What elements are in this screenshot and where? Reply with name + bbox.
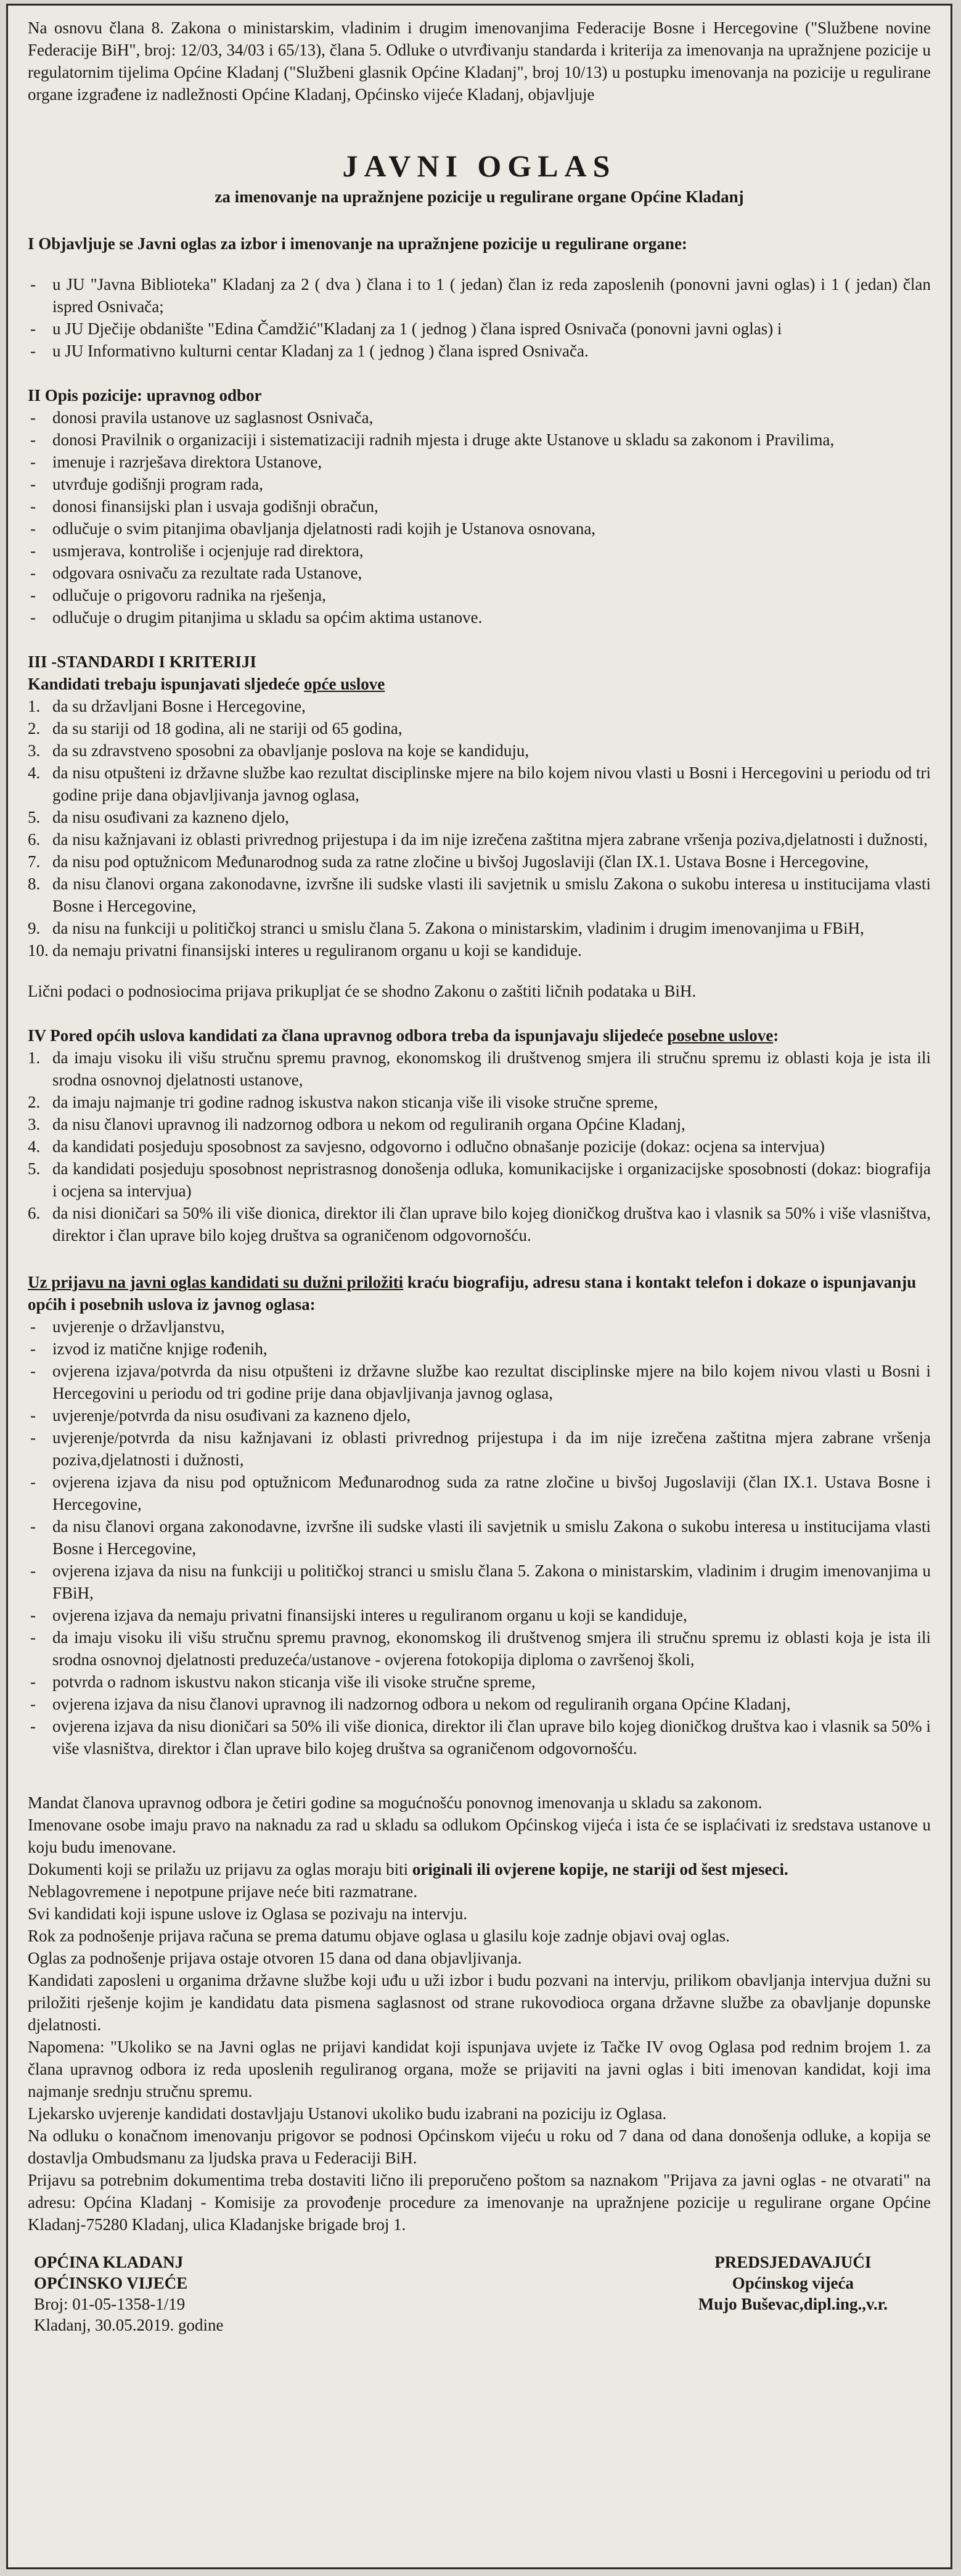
- signature-block: [28, 2252, 931, 2381]
- document-title: JAVNI OGLAS: [342, 149, 616, 183]
- paragraph: Neblagovremene i nepotpune prijave neće biti razmatrane.: [28, 1882, 417, 1901]
- documents-heading: [28, 1271, 931, 1315]
- paragraph: Prijavu sa potrebnim dokumentima treba dostaviti lično ili preporučeno poštom sa naznakom "Prijava za javni oglas - ne otvarati" na adresu: Općina Kladanj - Komisije za provođenje procedure za imenovanje na upražnjene pozicije u regulirane organe Općine Kladanj-75280 Kladanj, ulica Kladanjske brigade broj 1.: [28, 2171, 931, 2234]
- section-4: [28, 1024, 931, 1246]
- issuer-block: [34, 2252, 223, 2335]
- list-item: - donosi Pravilnik o organizaciji i sistematizaciji radnih mjesta i druge akte Ustanove u skladu sa zakonom i Pravilima,: [28, 429, 931, 451]
- list-item: - uvjerenje/potvrda da nisu kažnjavani iz oblasti privrednog prijestupa i da im nije izrečena zaštitna mjera zabrane vršenja poziva,djelatnosti i dužnosti,: [28, 1426, 931, 1471]
- item-number: 4.: [28, 1137, 41, 1156]
- item-number: 1.: [28, 1048, 41, 1067]
- section-2: [28, 384, 931, 628]
- signatory-title: PREDSJEDAVAJUĆI: [714, 2253, 872, 2271]
- announcement-sheet: [6, 4, 952, 2569]
- list-item: [28, 762, 931, 806]
- list-item: - utvrđuje godišnji program rada,: [28, 473, 931, 495]
- list-item: [28, 695, 931, 717]
- paragraph-bold-text: originali ili ovjerene kopije, ne stariji od šest mjeseci.: [412, 1860, 788, 1879]
- list-item: - da imaju visoku ili višu stručnu spremu pravnog, ekonomskog ili društvenog smjera ili stručnu spremu iz oblasti koja je ista ili srodna osnovnoj djelatnosti preduzeća/ustanove - ovjerena fotokopija diploma o završenoj školi,: [28, 1626, 931, 1671]
- general-conditions-list: [28, 695, 931, 961]
- list-item: - u JU Dječije obdanište "Edina Čamdžić"Kladanj za 1 ( jednog ) člana ispred Osnivača (ponovni javni oglas) i: [28, 318, 931, 340]
- heading-text: IV Pored općih uslova kandidati za člana upravnog odbora treba da ispunjavaju slijedeće: [28, 1026, 668, 1045]
- item-text: da nisu članovi upravnog ili nadzornog odbora u nekom od reguliranih organa Općine Kladanj,: [52, 1115, 685, 1134]
- subheading-underlined: opće uslove: [304, 675, 385, 693]
- list-item: - odgovara osnivaču za rezultate rada Ustanove,: [28, 562, 931, 584]
- heading-text: kraću biografiju, adresu stana i kontakt telefon i dokaze o ispunjavanju općih i posebnih uslova iz javnog oglasa:: [28, 1273, 917, 1314]
- privacy-note: Lični podaci o podnosiocima prijava prikupljat će se shodno Zakonu o zaštiti ličnih podataka u BiH.: [28, 982, 697, 1000]
- list-item: - u JU Informativno kulturni centar Kladanj za 1 ( jednog ) člana ispred Osnivača.: [28, 340, 931, 362]
- item-text: da nisu kažnjavani iz oblasti privrednog prijestupa i da im nije izrečena zaštitna mjera zabrane vršenja poziva,djelatnosti i dužnosti,: [52, 830, 928, 849]
- paragraph: Ljekarsko uvjerenje kandidati dostavljaju Ustanovi ukoliko budu izabrani na poziciju iz Oglasa.: [28, 2104, 667, 2123]
- item-text: da su zdravstveno sposobni za obavljanje poslova na koje se kandiduju,: [52, 741, 530, 760]
- item-number: 6.: [28, 1204, 41, 1222]
- list-item: - odlučuje o svim pitanjima obavljanja djelatnosti radi kojih je Ustanova osnovana,: [28, 517, 931, 540]
- list-item: [28, 739, 931, 762]
- item-number: 1.: [28, 697, 41, 715]
- heading-underlined: Uz prijavu na javni oglas kandidati su dužni priložiti: [28, 1273, 404, 1291]
- list-item: - odlučuje o prigovoru radnika na rješenja,: [28, 584, 931, 606]
- subheading-text: Kandidati trebaju ispunjavati sljedeće: [28, 675, 305, 693]
- item-text: da kandidati posjeduju sposobnost nepristrasnog donošenja odluka, komunikacijske i organizacijske sposobnosti (dokaz: biografija i ocjena sa intervjua): [52, 1159, 931, 1200]
- list-item: [28, 1202, 931, 1246]
- list-item: [28, 873, 931, 917]
- issuer-body: OPĆINSKO VIJEĆE: [34, 2274, 188, 2292]
- section-1-heading: I Objavljuje se Javni oglas za izbor i imenovanje na upražnjene pozicije u regulirane organe:: [28, 234, 687, 253]
- list-item: - uvjerenje o državljanstvu,: [28, 1315, 931, 1338]
- list-item: - ovjerena izjava da nisu članovi upravnog ili nadzornog odbora u nekom od reguliranih organa Općine Kladanj,: [28, 1693, 931, 1715]
- item-text: da su stariji od 18 godina, ali ne stariji od 65 godina,: [52, 719, 403, 738]
- document-number: Broj: 01-05-1358-1/19: [34, 2295, 186, 2313]
- list-item: - u JU "Javna Biblioteka" Kladanj za 2 ( dva ) člana i to 1 ( jedan) član iz reda zaposlenih (ponovni javni oglas) i 1 ( jedan) član ispred Osnivača;: [28, 273, 931, 318]
- list-item: - da nisu članovi organa zakonodavne, izvršne ili sudske vlasti ili savjetnik u smislu Zakona o sukobu interesa u institucijama vlasti Bosne i Hercegovine,: [28, 1515, 931, 1560]
- signatory-body: Općinskog vijeća: [732, 2274, 854, 2292]
- list-item: - potvrda o radnom iskustvu nakon sticanja više ili visoke stručne spreme,: [28, 1671, 931, 1693]
- list-item: - donosi finansijski plan i usvaja godišnji obračun,: [28, 495, 931, 517]
- item-text: da nemaju privatni finansijski interes u reguliranom organu u koji se kandiduje.: [52, 941, 582, 960]
- item-number: 3.: [28, 1115, 41, 1134]
- paragraph: Kandidati zaposleni u organima državne službe koji uđu u uži izbor i budu pozvani na intervju, prilikom obavljanja intervjua dužni su priložiti rješenje kojim je kandidatu data pismena saglasnost od strane rukovodioca organa državne službe za obavljanje dopunske djelatnosti.: [28, 1971, 931, 2034]
- item-number: 5.: [28, 1159, 41, 1178]
- document-subtitle: za imenovanje na upražnjene pozicije u regulirane organe Općine Kladanj: [215, 187, 744, 206]
- special-conditions-list: [28, 1047, 931, 1246]
- list-item: - ovjerena izjava da nisu dioničari sa 50% ili više dionica, direktor ili član uprave bilo kojeg dioničkog društva kao i vlasnik sa 50% i više vlasništva, direktor i član uprave bilo kojeg društva sa ograničenom odgovornošću.: [28, 1715, 931, 1759]
- list-item: - ovjerena izjava da nisu pod optužnicom Međunarodnog suda za ratne zločine u bivšoj Jugoslaviji (član IX.1. Ustava Bosne i Hercegovine,: [28, 1471, 931, 1515]
- item-number: 8.: [28, 874, 41, 893]
- paragraph: Mandat članova upravnog odbora je četiri godine sa mogućnošću ponovnog imenovanja u skladu sa zakonom.: [28, 1793, 763, 1812]
- list-item: - ovjerena izjava da nemaju privatni finansijski interes u reguliranom organu u koji se kandiduje,: [28, 1604, 931, 1626]
- item-text: da nisu otpušteni iz državne službe kao rezultat disciplinske mjere na bilo kojem nivou vlasti u Bosni i Hercegovini u periodu od tri godine prije dana objavljivanja javnog oglasa,: [52, 763, 931, 804]
- list-item: - donosi pravila ustanove uz saglasnost Osnivača,: [28, 406, 931, 429]
- paragraph: Rok za podnošenje prijava računa se prema datumu objave oglasa u glasilu koje zadnje objavi ovaj oglas.: [28, 1927, 730, 1945]
- list-item: [28, 939, 931, 961]
- paragraph: Napomena: "Ukoliko se na Javni oglas ne prijavi kandidat koji ispunjava uvjete iz Tačke IV ovog Oglasa pod rednim brojem 1. za člana upravnog odbora iz reda uposlenih reguliranog organa, može se prijaviti na javni oglas i biti imenovan kandidat, koji ima najmanje srednju stručnu spremu.: [28, 2038, 931, 2101]
- item-text: da nisi dioničari sa 50% ili više dionica, direktor ili član uprave bilo kojeg dioničkog društva kao i vlasnik sa 50% i više vlasništva, direktor i član uprave bilo kojeg društva sa ograničenom odgovornošću.: [52, 1204, 931, 1245]
- heading-tail: :: [773, 1026, 779, 1045]
- item-number: 2.: [28, 719, 41, 738]
- list-item: [28, 1135, 931, 1158]
- item-number: 5.: [28, 808, 41, 826]
- item-number: 4.: [28, 763, 41, 782]
- heading-underlined: posebne uslove: [667, 1026, 774, 1045]
- list-item: - odlučuje o drugim pitanjima u skladu sa općim aktima ustanove.: [28, 606, 931, 628]
- section-4-heading: [28, 1024, 931, 1047]
- item-number: 3.: [28, 741, 41, 760]
- list-item: - izvod iz matične knjige rođenih,: [28, 1338, 931, 1360]
- paragraph-text: Dokumenti koji se prilažu uz prijavu za oglas moraju biti: [28, 1860, 412, 1879]
- section-3-subheading: [28, 673, 931, 695]
- document-date: Kladanj, 30.05.2019. godine: [34, 2316, 224, 2334]
- section-2-heading: II Opis pozicije: upravnog odbor: [28, 386, 262, 405]
- issuer-name: OPĆINA KLADANJ: [34, 2253, 184, 2271]
- section-documents: [28, 1271, 931, 1759]
- list-item: [28, 1047, 931, 1091]
- item-number: 10.: [28, 941, 49, 960]
- section-1-list: [28, 273, 931, 362]
- documents-list: [28, 1315, 931, 1759]
- item-number: 9.: [28, 919, 41, 937]
- item-number: 2.: [28, 1093, 41, 1111]
- paragraph: [28, 1858, 931, 1880]
- list-item: [28, 828, 931, 850]
- section-1: [28, 232, 931, 362]
- item-text: da nisu osuđivani za kazneno djelo,: [52, 808, 289, 826]
- list-item: - ovjerena izjava da nisu na funkciji u političkoj stranci u smislu člana 5. Zakona o ministarskim, vladinim i drugim imenovanjima u FBiH,: [28, 1560, 931, 1604]
- list-item: [28, 1091, 931, 1113]
- intro-paragraph: Na osnovu člana 8. Zakona o ministarskim, vladinim i drugim imenovanjima Federacije Bosne i Hercegovine ("Službene novine Federacije BiH", broj: 12/03, 34/03 i 65/13), člana 5. Odluke o utvrđivanju standarda i kriterija za imenovanja na upražnjene pozicije u regulatornim tijelima Općine Kladanj ("Službeni glasnik Općine Kladanj", broj 10/13) u postupku imenovanja na pozicije u regulirane organe izgrađene iz nadležnosti Općine Kladanj, Općinsko vijeće Kladanj, objavljuje: [28, 19, 931, 104]
- paragraph: Oglas za podnošenje prijava ostaje otvoren 15 dana od dana objavljivanja.: [28, 1949, 522, 1967]
- item-text: da nisu na funkciji u političkoj stranci u smislu člana 5. Zakona o ministarskim, vladinim i drugim imenovanjima u FBiH,: [52, 919, 864, 937]
- section-3: [28, 651, 931, 1002]
- signatory-name: Mujo Buševac,dipl.ing.,v.r.: [698, 2295, 888, 2313]
- list-item: - uvjerenje/potvrda da nisu osuđivani za kazneno djelo,: [28, 1404, 931, 1426]
- item-text: da imaju visoku ili višu stručnu spremu pravnog, ekonomskog ili društvenog smjera ili stručnu spremu iz oblasti koja je ista ili srodna osnovnoj djelatnosti ustanove,: [52, 1048, 931, 1089]
- list-item: [28, 917, 931, 939]
- list-item: [28, 1158, 931, 1202]
- paragraph: Na odluku o konačnom imenovanju prigovor se podnosi Općinskom vijeću u roku od 7 dana od dana donošenja odluke, a kopija se dostavlja Ombudsmanu za ljudska prava u Federaciji BiH.: [28, 2126, 931, 2167]
- item-text: da nisu članovi organa zakonodavne, izvršne ili sudske vlasti ili savjetnik u smislu Zakona o sukobu interesa u institucijama vlasti Bosne i Hercegovine,: [52, 874, 931, 915]
- item-text: da imaju najmanje tri godine radnog iskustva nakon sticanja više ili visoke stručne spreme,: [52, 1093, 658, 1111]
- item-number: 6.: [28, 830, 41, 849]
- signatory-block: [698, 2252, 888, 2315]
- list-item: [28, 717, 931, 739]
- list-item: - usmjerava, kontroliše i ocjenjuje rad direktora,: [28, 540, 931, 562]
- paragraph: Svi kandidati koji ispune uslove iz Oglasa se pozivaju na intervju.: [28, 1904, 468, 1923]
- item-text: da kandidati posjeduju sposobnost za savjesno, odgovorno i odlučno obnašanje pozicije (dokaz: ocjena sa intervjua): [52, 1137, 825, 1156]
- paragraph: Imenovane osobe imaju pravo na naknadu za rad u skladu sa odlukom Općinskog vijeća i ista će se isplaćivati iz sredstava ustanove u koju budu imenovane.: [28, 1816, 931, 1856]
- list-item: [28, 1113, 931, 1135]
- item-text: da nisu pod optužnicom Međunarodnog suda za ratne zločine u bivšoj Jugoslaviji (član IX.1. Ustava Bosne i Hercegovine,: [52, 852, 869, 871]
- closing-paragraphs: [28, 1792, 931, 2236]
- section-3-heading: III -STANDARDI I KRITERIJI: [28, 652, 256, 671]
- item-text: da su državljani Bosne i Hercegovine,: [52, 697, 306, 715]
- section-2-list: [28, 406, 931, 628]
- list-item: [28, 806, 931, 828]
- item-number: 7.: [28, 852, 41, 871]
- list-item: - imenuje i razrješava direktora Ustanove,: [28, 451, 931, 473]
- list-item: - ovjerena izjava/potvrda da nisu otpušteni iz državne službe kao rezultat disciplinske mjere na bilo kojem nivou vlasti u Bosni i Hercegovini u periodu od tri godine prije dana objavljivanja javnog oglasa,: [28, 1360, 931, 1404]
- list-item: [28, 850, 931, 873]
